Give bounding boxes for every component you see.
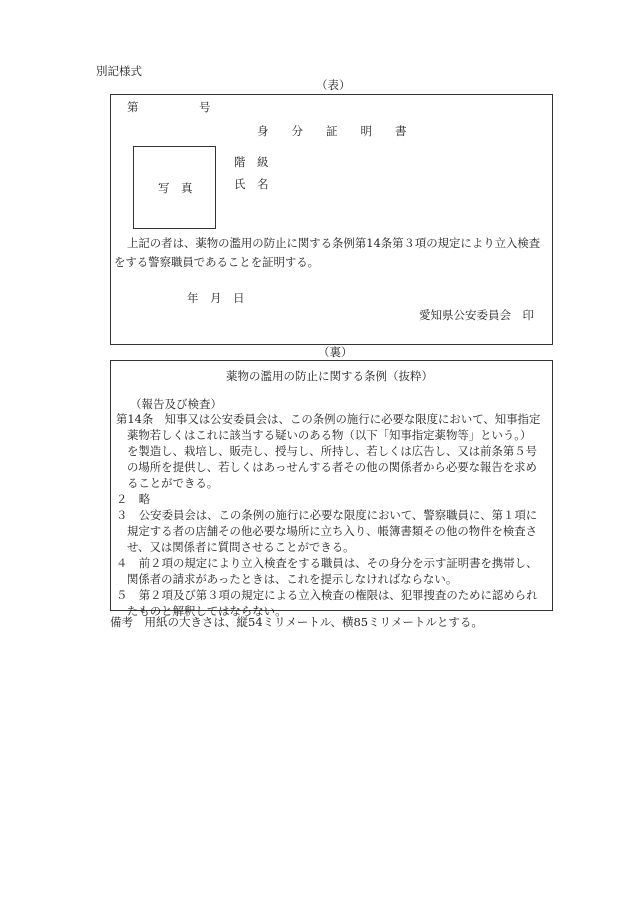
- front-label: （表）: [316, 78, 351, 92]
- photo-label: 写 真: [158, 181, 193, 195]
- ordinance-line: ３ 公安委員会は、この条例の施行に必要な限度において、警察職員に、第１項に: [116, 508, 538, 522]
- ordinance-line: 規定する者の店舗その他必要な場所に立ち入り、帳簿書類その他の物件を検査さ: [127, 524, 538, 538]
- ordinance-line: たものと解釈してはならない。: [127, 604, 287, 618]
- back-label: （裏）: [318, 345, 353, 359]
- issuer: 愛知県公安委員会 印: [419, 308, 534, 322]
- certificate-title: 身 分 証 明 書: [257, 124, 407, 138]
- ordinance-line: 第14条 知事又は公安委員会は、この条例の施行に必要な限度において、知事指定: [116, 412, 541, 426]
- number-prefix: 第: [127, 100, 139, 114]
- ordinance-line: ２ 略: [116, 492, 151, 506]
- back-card: [110, 360, 553, 618]
- ordinance-line: ４ 前２項の規定により立入検査をする職員は、その身分を示す証明書を携帯し、: [116, 556, 538, 570]
- ordinance-line: 薬物若しくはこれに該当する疑いのある物（以下「知事指定薬物等」という。）: [127, 428, 532, 442]
- number-suffix: 号: [199, 100, 211, 114]
- issue-date: 年 月 日: [187, 291, 245, 305]
- ordinance-line: の場所を提供し、若しくはあっせんする者その他の関係者から必要な報告を求め: [127, 460, 537, 474]
- ordinance-line: ５ 第２項及び第３項の規定による立入検査の権限は、犯罪捜査のために認められ: [116, 588, 538, 602]
- ordinance-line: 関係者の請求があったときは、これを提示しなければならない。: [127, 572, 458, 586]
- front-card: [110, 94, 553, 345]
- size-note: 備考 用紙の大きさは、縦54ミリメートル、横85ミリメートルとする。: [110, 615, 483, 629]
- ordinance-title: 薬物の濫用の防止に関する条例（抜粋）: [226, 369, 433, 383]
- ordinance-line: ることができる。: [127, 476, 219, 490]
- ordinance-line: を製造し、栽培し、販売し、授与し、所持し、若しくは広告し、又は前条第５号: [127, 444, 538, 458]
- ordinance-line: せ、又は関係者に質問させることができる。: [127, 540, 355, 554]
- photo-box: [133, 146, 216, 229]
- form-title: 別記様式: [96, 64, 142, 78]
- statement-line-2: をする警察職員であることを証明する。: [114, 255, 320, 269]
- name-label: 氏 名: [234, 177, 269, 191]
- statement-line-1: 上記の者は、薬物の濫用の防止に関する条例第14条第３項の規定により立入検査: [127, 236, 541, 250]
- section-heading: （報告及び検査）: [130, 397, 222, 411]
- rank-label: 階 級: [234, 155, 269, 169]
